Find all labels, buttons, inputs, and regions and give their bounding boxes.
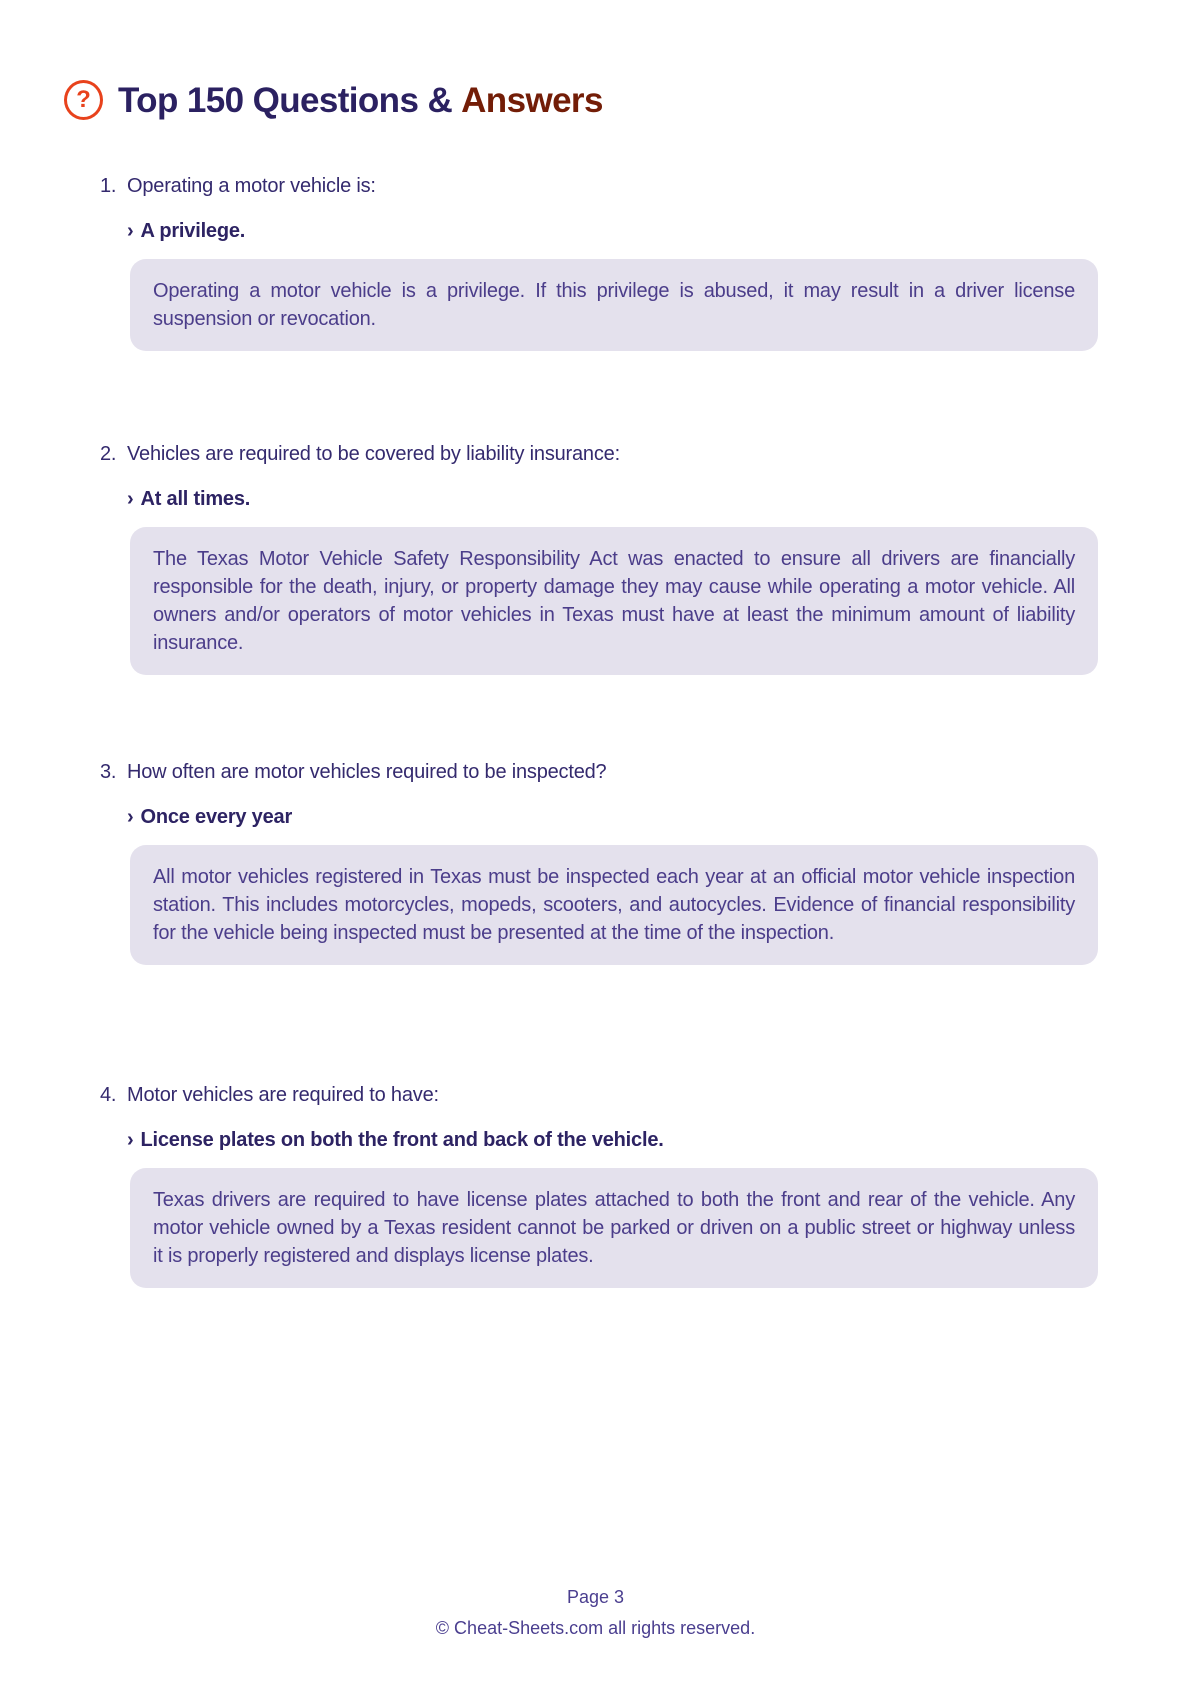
question-text: How often are motor vehicles required to be inspected? — [127, 761, 607, 783]
answer-marker-icon: › — [127, 1129, 134, 1151]
page-footer — [0, 1584, 1191, 1641]
page-title-primary: Top 150 Questions & — [118, 80, 453, 120]
explanation-text: All motor vehicles registered in Texas must be inspected each year at an official motor vehicle inspection station. This includes motorcycles, mopeds, scooters, and autocycles. Evidence of financial responsibility for the vehicle being inspected must be presented at the time of the inspection. — [153, 866, 1075, 944]
footer-page-number: Page 3 — [566, 1587, 625, 1607]
answer-line — [127, 486, 1098, 512]
explanation-text: Operating a motor vehicle is a privilege. If this privilege is abused, it may result in a driver license suspension or revocation. — [153, 280, 1075, 330]
page-title — [118, 80, 603, 120]
answer-marker-icon: › — [127, 220, 134, 242]
answer-text: A privilege. — [140, 220, 246, 242]
question-line — [100, 173, 1098, 199]
explanation-box — [130, 527, 1098, 675]
explanation-box — [130, 1168, 1098, 1288]
answer-marker-icon: › — [127, 806, 134, 828]
answer-text: At all times. — [140, 488, 251, 510]
page-title-accent: Answers — [461, 80, 603, 120]
question-text: Motor vehicles are required to have: — [127, 1084, 439, 1106]
explanation-box — [130, 845, 1098, 965]
answer-line — [127, 1127, 1098, 1153]
question-line — [100, 759, 1098, 785]
question-line — [100, 1082, 1098, 1108]
qa-block-4 — [100, 1082, 1098, 1288]
explanation-text: The Texas Motor Vehicle Safety Responsibility Act was enacted to ensure all drivers are financially responsible for the death, injury, or property damage they may cause while operating a motor vehicle. All owners and/or operators of motor vehicles in Texas must have at least the minimum amount of liability insurance. — [153, 548, 1075, 654]
footer-copyright: © Cheat-Sheets.com all rights reserved. — [435, 1618, 756, 1638]
answer-line — [127, 218, 1098, 244]
question-line — [100, 441, 1098, 467]
qa-block-3 — [100, 759, 1098, 965]
question-number: 2. — [100, 443, 117, 465]
question-number: 4. — [100, 1084, 117, 1106]
page-header — [64, 80, 603, 120]
question-text: Operating a motor vehicle is: — [127, 175, 376, 197]
answer-text: Once every year — [140, 806, 293, 828]
answer-marker-icon: › — [127, 488, 134, 510]
explanation-text: Texas drivers are required to have license plates attached to both the front and rear of the vehicle. Any motor vehicle owned by a Texas resident cannot be parked or driven on a public street or highway unless it is properly registered and displays license plates. — [153, 1189, 1075, 1267]
question-text: Vehicles are required to be covered by liability insurance: — [127, 443, 620, 465]
answer-line — [127, 804, 1098, 830]
question-number: 3. — [100, 761, 117, 783]
question-mark-icon: ? — [64, 80, 103, 120]
qa-block-2 — [100, 441, 1098, 675]
explanation-box — [130, 259, 1098, 351]
question-number: 1. — [100, 175, 117, 197]
qa-block-1 — [100, 173, 1098, 351]
answer-text: License plates on both the front and back of the vehicle. — [140, 1129, 664, 1151]
